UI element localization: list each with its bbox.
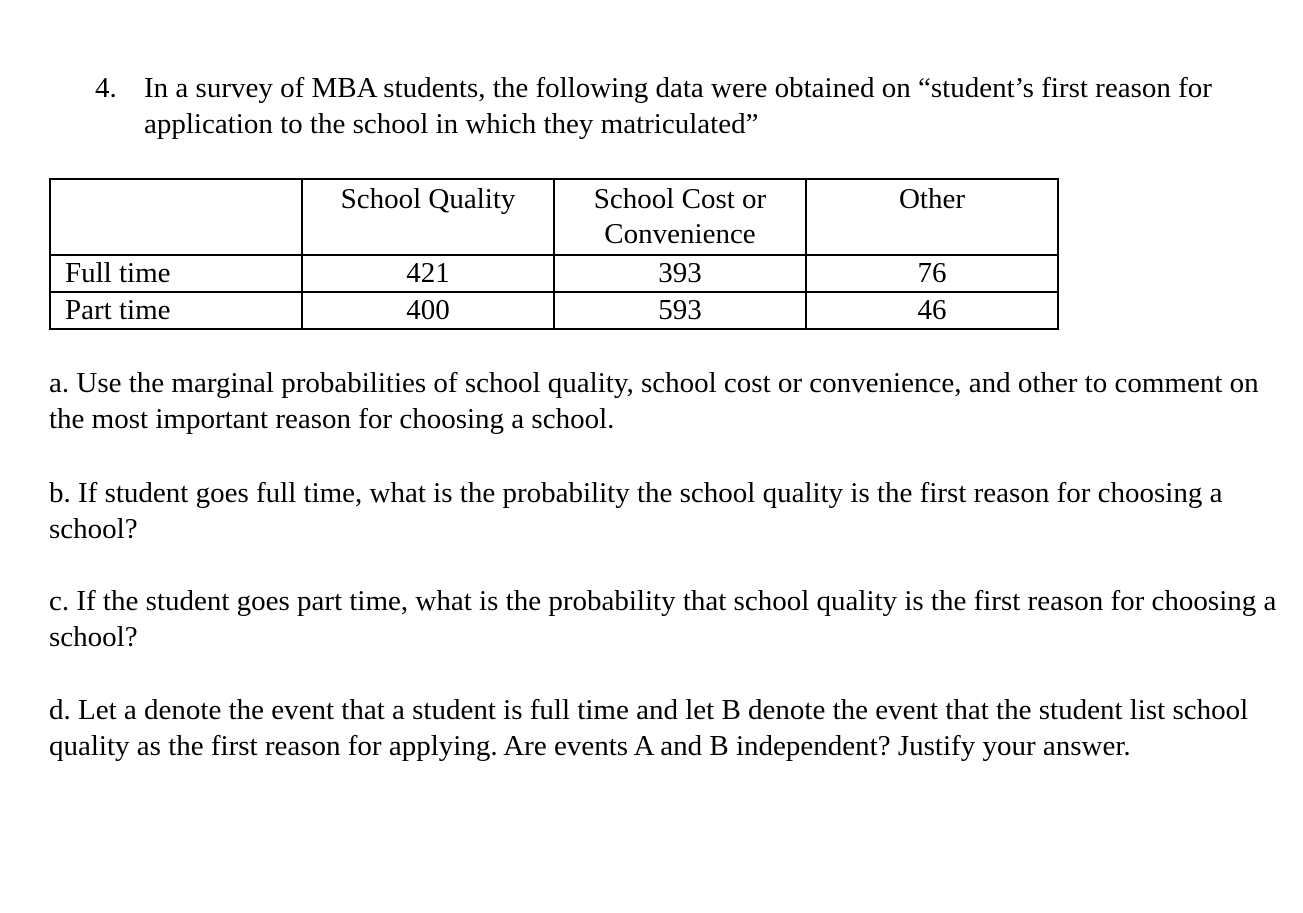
part-d: d. Let a denote the event that a student is full time and let B denote the event that the student list school quality as the first reason for applying. Are events A and B independent? Justify your answer.: [49, 694, 1249, 762]
cell-full-time-school-quality: 421: [302, 255, 554, 292]
table-row-full-time: [50, 255, 1058, 292]
question-number: 4.: [95, 72, 117, 104]
part-c: c. If the student goes part time, what is the probability that school quality is the first reason for choosing a school?: [49, 585, 1277, 653]
question-4: [95, 70, 1285, 142]
cell-full-time-school-cost: 393: [554, 255, 806, 292]
cell-part-time-other: 46: [806, 292, 1058, 329]
survey-table: [49, 178, 1059, 330]
question-text: In a survey of MBA students, the following data were obtained on “student’s first reason for application to the school in which they matriculated”: [144, 72, 1212, 140]
cell-part-time-school-quality: 400: [302, 292, 554, 329]
table-row-part-time: [50, 292, 1058, 329]
cell-full-time-other: 76: [806, 255, 1058, 292]
header-school-quality: School Quality: [302, 179, 554, 255]
cell-part-time-school-cost: 593: [554, 292, 806, 329]
header-cell-empty: [50, 179, 302, 255]
row-label-part-time: Part time: [50, 292, 302, 329]
table-header-row: [50, 179, 1058, 255]
header-other: Other: [806, 179, 1058, 255]
part-a: a. Use the marginal probabilities of school quality, school cost or convenience, and other to comment on the most important reason for choosing a school.: [49, 367, 1259, 435]
part-b: b. If student goes full time, what is the probability the school quality is the first reason for choosing a school?: [49, 477, 1223, 545]
header-school-cost: School Cost or Convenience: [554, 179, 806, 255]
row-label-full-time: Full time: [50, 255, 302, 292]
